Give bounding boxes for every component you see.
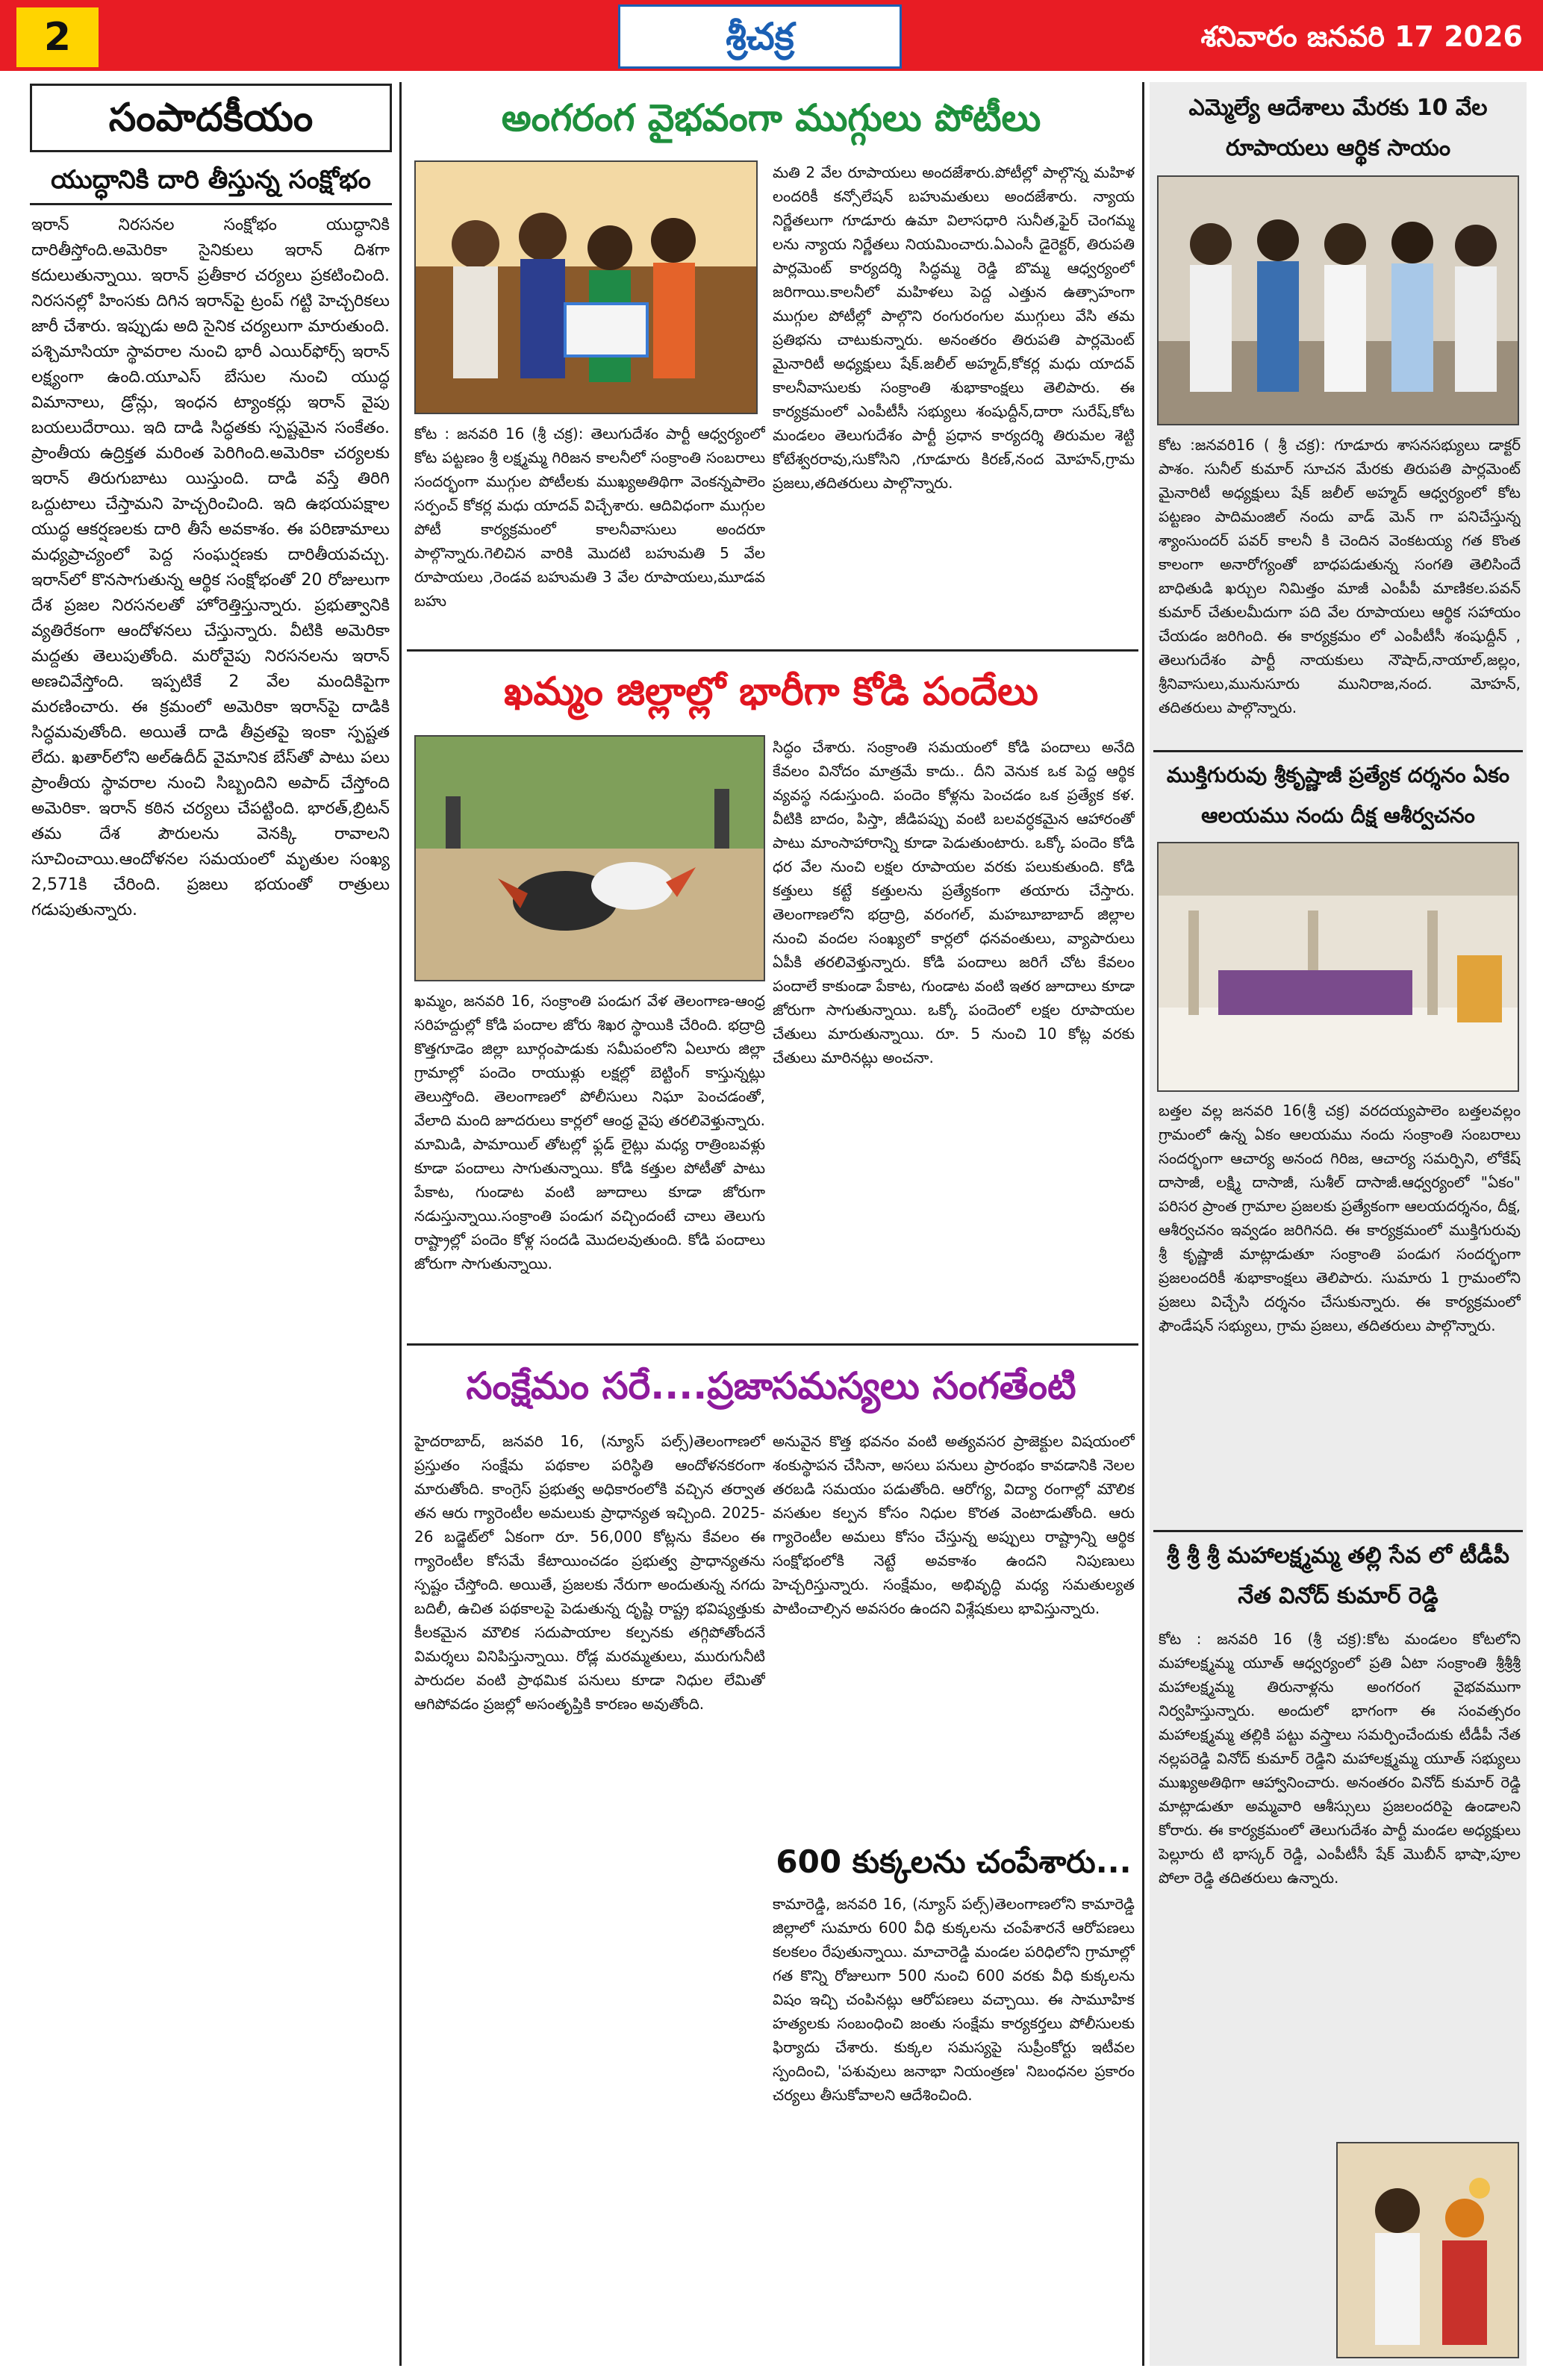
page-number: 2 [16, 7, 99, 67]
issue-date: శనివారం జనవరి 17 2026 [1200, 20, 1523, 53]
dogs-headline: 600 కుక్కలను చంపేశారు... [776, 1843, 1132, 1880]
sidebar-story2-headline: ముక్తిగురువు శ్రీకృష్ణాజీ ప్రత్యేక దర్శనం ఏకం ఆలయము నందు దీక్ష ఆశీర్వచనం [1166, 763, 1510, 828]
aid-photo-illustration [1159, 177, 1519, 425]
section-divider [407, 649, 1138, 652]
sankshemam-body-right: అనువైన కొత్త భవనం వంటి అత్యవసర ప్రాజెక్టుల విషయంలో శంకుస్థాపన చేసినా, అసలు పనులు ప్రారంభం కావడానికి నెలల తరబడి సమయం పడుతోంది. ఆరోగ్య, విద్యా రంగాల్లో మౌలిక వసతుల కల్పన కోసం నిధుల కొరత వెంటాడుతోంది. ఆరు గ్యారెంటీల అమలు కోసం చేస్తున్న అప్పులు రాష్ట్రాన్ని ఆర్థిక సంక్షోభంలోకి నెట్టే అవకాశం ఉందని నిపుణులు హెచ్చరిస్తున్నారు. సంక్షేమం, అభివృద్ధి మధ్య సమతుల్యత పాటించాల్సిన అవసరం ఉందని విశ్లేషకులు భావిస్తున్నారు. [773, 1432, 1135, 1617]
kodi-photo [414, 735, 765, 981]
dogs-body: కామారెడ్డి, జనవరి 16, (న్యూస్ పల్స్)తెలంగాణలోని కామారెడ్డి జిల్లాలో సుమారు 600 వీధి కుక్కలను చంపేశారనే ఆరోపణలు కలకలం రేపుతున్నాయి. మాచారెడ్డి మండల పరిధిలోని గ్రామాల్లో గత కొన్ని రోజులుగా 500 నుంచి 600 వరకు వీధి కుక్కలను విషం ఇచ్చి చంపినట్లు ఆరోపణలు వచ్చాయి. ఈ సామూహిక హత్యలకు సంబంధించి జంతు సంక్షేమ కార్యకర్తలు పోలీసులకు ఫిర్యాదు చేశారు. కుక్కల సమస్యపై సుప్రీంకోర్టు ఇటీవల స్పందించి, 'పశువులు జనాభా నియంత్రణ' నిబంధనల ప్రకారం చర్యలు తీసుకోవాలని ఆదేశించింది. [773, 1895, 1135, 2104]
muggulu-headline: అంగరంగ వైభవంగా ముగ్గులు పోటీలు [501, 96, 1041, 140]
sidebar-story3-headline: శ్రీ శ్రీ శ్రీ మహాలక్ష్మమ్మ తల్లి సేవ లో టీడీపీ నేత వినోద్ కుమార్ రెడ్డి [1167, 1543, 1509, 1609]
kodi-photo-illustration [416, 737, 765, 981]
section-divider [1153, 750, 1523, 752]
sidebar-story3-body: కోట : జనవరి 16 (శ్రీ చక్ర):కోట మండలం కోటలోని మహాలక్ష్మమ్మ యూత్ ఆధ్వర్యంలో ప్రతి ఏటా సంక్రాంతి శ్రీశ్రీశ్రీ మహాలక్ష్మమ్మ తిరునాళ్లను అంగరంగ వైభవముగా నిర్వహిస్తున్నారు. అందులో భాగంగా ఈ సంవత్సరం మహాలక్ష్మమ్మ తల్లికి పట్టు వస్త్రాలు సమర్పించేందుకు టీడీపీ నేత నల్లపరెడ్డి వినోద్ కుమార్ రెడ్డిని మహాలక్ష్మమ్మ యూత్ సభ్యులు ముఖ్యఅతిథిగా ఆహ్వానించారు. అనంతరం వినోద్ కుమార్ రెడ్డి మాట్లాడుతూ అమ్మవారి ఆశీస్సులు ప్రజలందరిపై ఉండాలని కోరారు. ఈ కార్యక్రమంలో తెలుగుదేశం పార్టీ మండల అధ్యక్షులు పెల్లూరు టి భాస్కర్ రెడ్డి, ఎంపీటీసీ షేక్ మొబీన్ భాషా,పూల పోలా రెడ్డి తదితరులు ఉన్నారు. [1159, 1630, 1521, 1887]
temple-photo [1157, 842, 1519, 1092]
muggulu-body-right: మతి 2 వేల రూపాయలు అందజేశారు.పోటీల్లో పాల్గొన్న మహిళ లందరికీ కన్సోలేషన్ బహుమతులు అందజేశారు. న్యాయ నిర్ణేతలుగా గూడూరు ఉమా విలాసధారి సునీత,ఫైర్ చెంగమ్మ లను న్యాయ నిర్ణేతలు నియమించారు.ఏఎంసీ డైరెక్టర్, తిరుపతి పార్లమెంట్ కార్యదర్శి సిద్ధమ్మ రెడ్డి బొమ్మ ఆధ్వర్యంలో జరిగాయి.కాలనీలో మహిళలు పెద్ద ఎత్తున ఉత్సాహంగా ముగ్గుల పోటీల్లో పాల్గొని రంగురంగుల ముగ్గులు వేసి తమ ప్రతిభను చాటుకున్నారు. అనంతరం తిరుపతి పార్లమెంట్ మైనారిటీ అధ్యక్షులు షేక్.జలీల్ అహ్మద్,కోకర్ల మధు యాదవ్ కాలనీవాసులకు సంక్రాంతి శుభాకాంక్షలు తెలిపారు. ఈ కార్యక్రమంలో ఎంపీటీసీ సభ్యులు శంషుద్దీన్,దారా సురేష్,కోట మండలం తెలుగుదేశం పార్టీ ప్రధాన కార్యదర్శి తిరుమల శెట్టి కోటేశ్వరరావు,సుకోసిని ,గూడూరు కిరణ్,నంద మోహన్,గ్రామ ప్రజలు,తదితరులు పాల్గొన్నారు. [773, 163, 1135, 492]
muggulu-photo [414, 160, 758, 414]
column-divider [399, 82, 402, 2366]
sankshemam-body-left: హైదరాబాద్, జనవరి 16, (న్యూస్ పల్స్)తెలంగాణలో ప్రస్తుతం సంక్షేమ పథకాల పరిస్థితి ఆందోళనకరంగా మారుతోంది. కాంగ్రెస్ ప్రభుత్వ అధికారంలోకి వచ్చిన తర్వాత తన ఆరు గ్యారెంటీల అమలుకు ప్రాధాన్యత ఇచ్చింది. 2025-26 బడ్జెట్‌లో ఏకంగా రూ. 56,000 కోట్లను కేవలం ఈ గ్యారెంటీల కోసమే కేటాయించడం ప్రభుత్వ ప్రాధాన్యతను స్పష్టం చేస్తోంది. అయితే, ప్రజలకు నేరుగా అందుతున్న నగదు బదిలీ, ఉచిత పథకాలపై పెడుతున్న దృష్టి రాష్ట్ర భవిష్యత్తుకు కీలకమైన మౌలిక సదుపాయాల కల్పనకు తగ్గిపోతోందనే విమర్శలు వినిపిస్తున్నాయి. రోడ్ల మరమ్మతులు, మురుగునీటి పారుదల వంటి ప్రాథమిక పనులు కూడా నిధుల లేమితో ఆగిపోవడం ప్రజల్లో అసంతృప్తికి కారణం అవుతోంది. [414, 1432, 765, 1713]
headline-underline [30, 203, 392, 205]
kodi-body-right: సిద్ధం చేశారు. సంక్రాంతి సమయంలో కోడి పందాలు అనేది కేవలం వినోదం మాత్రమే కాదు.. దీని వెనుక ఒక పెద్ద ఆర్థిక వ్యవస్థ నడుస్తుంది. పందెం కోళ్లను పెంచడం ఒక ప్రత్యేక కళ. వీటికి బాదం, పిస్తా, జీడిపప్పు వంటి బలవర్ధకమైన ఆహారంతో పాటు మాంసాహారాన్ని కూడా పెడుతుంటారు. ఒక్కో పందెం కోడి ధర వేల నుంచి లక్షల రూపాయల వరకు పలుకుతుంది. కోడి కత్తులు కట్టే కత్తులను ప్రత్యేకంగా తయారు చేస్తారు. తెలంగాణలోని భద్రాద్రి, వరంగల్, మహబూబాబాద్ జిల్లాల నుంచి వందల సంఖ్యలో కార్లలో ధనవంతులు, వ్యాపారులు ఏపీకి తరలివెళ్తున్నారు. కోడి పందాలు జరిగే చోట కేవలం పందాలే కాకుండా పేకాట, గుండాట వంటి ఇతర జూదాలు కూడా జోరుగా సాగుతున్నాయి. ఒక్కో పందెంలో లక్షల రూపాయల చేతులు మారుతున్నాయి. రూ. 5 నుంచి 10 కోట్ల వరకు చేతులు మారినట్లు అంచనా. [773, 738, 1135, 1066]
devotee-photo [1336, 2142, 1519, 2358]
editorial-section-title: సంపాదకీయం [30, 84, 392, 152]
section-divider [1153, 1530, 1523, 1532]
kodi-body-left: ఖమ్మం, జనవరి 16, సంక్రాంతి పండుగ వేళ తెలంగాణ-ఆంధ్ర సరిహద్దుల్లో కోడి పందాల జోరు శిఖర స్థాయికి చేరింది. భద్రాద్రి కొత్తగూడెం జిల్లా బూర్గంపాడుకు సమీపంలోని ఏలూరు జిల్లా గ్రామాల్లో పందెం రాయుళ్లు లక్షల్లో బెట్టింగ్ కాస్తున్నట్లు తెలుస్తోంది. తెలంగాణలో పోలీసులు నిఘా పెంచడంతో, వేలాది మంది జూదరులు కార్లలో ఆంధ్ర వైపు తరలివెళ్తున్నారు. మామిడి, పామాయిల్ తోటల్లో ఫ్లడ్ లైట్లు మధ్య రాత్రింబవళ్లు కూడా పందాలు సాగుతున్నాయి. కోడి కత్తుల పోటీతో పాటు పేకాట, గుండాట వంటి జూదాలు కూడా జోరుగా నడుస్తున్నాయి.సంక్రాంతి పండుగ వచ్చిందంటే చాలు తెలుగు రాష్ట్రాల్లో పందెం కోళ్ల సందడి మొదలవుతుంది. కోడి పందాలు జోరుగా సాగుతున్నాయి. [414, 992, 765, 1272]
kodi-headline: ఖమ్మం జిల్లాల్లో భారీగా కోడి పందేలు [504, 669, 1038, 714]
aid-photo [1157, 175, 1519, 425]
muggulu-photo-illustration [416, 162, 758, 414]
devotee-photo-illustration [1338, 2143, 1519, 2358]
newspaper-logo: శ్రీచక్ర [618, 4, 902, 69]
editorial-body: ఇరాన్ నిరసనల సంక్షోభం యుద్ధానికి దారితీస్తోంది.అమెరికా సైనికులు ఇరాన్ దిశగా కదులుతున్నాయి. ఇరాన్ ప్రతీకార చర్యలు ప్రకటించింది. నిరసనల్లో హింసకు దిగిన ఇరాన్‌పై ట్రంప్ గట్టి హెచ్చరికలు జారీ చేశారు. ఇప్పుడు అది సైనిక చర్యలుగా మారుతుంది. పశ్చిమాసియా స్థావరాల నుంచి భారీ ఎయిర్‌ఫోర్స్ ఇరాన్ లక్ష్యంగా ఉంది.యూఎస్ బేసుల నుంచి యుద్ధ విమానాలు, డ్రోన్లు, ఇంధన ట్యాంకర్లు ఇరాన్ వైపు బయలుదేరాయి. ఇది దాడి సిద్ధతకు స్పష్టమైన సంకేతం. ప్రాంతీయ ఉద్రిక్తత మరింత పెరిగింది.అమెరికా చర్యలకు ఇరాన్ తిరుగుబాటు యిస్తుంది. దాడి వస్తే తిరిగి ఒద్దుటాలు చేస్తామని హెచ్చరించింది. ఇది ఉభయపక్షాల యుద్ధ ఆకర్షణలకు దారి తీసే అవకాశం. ఈ పరిణామాలు మధ్యప్రాచ్యంలో పెద్ద సంఘర్షణకు దారితీయవచ్చు. ఇరాన్‌లో కొనసాగుతున్న ఆర్థిక సంక్షోభంతో 20 రోజులుగా దేశ ప్రజల నిరసనలతో హోరెత్తిస్తున్నారు. ప్రభుత్వానికి వ్యతిరేకంగా ఆందోళనలు చేస్తున్నారు. వీటికి అమెరికా మద్దతు తెలుపుతోంది. మరోవైపు నిరసనలను ఇరాన్ అణచివేస్తోంది. ఇప్పటికే 2 వేల మందికిపైగా మరణించారు. ఈ క్రమంలో అమెరికా ఇరాన్‌పై దాడికి సిద్ధమవుతోంది. అయితే దాడి తీవ్రతపై ఇంకా స్పష్టత లేదు. ఖతార్‌లోని అల్‌ఉదీద్ వైమానిక బేస్‌తో పాటు పలు ప్రాంతీయ స్థావరాల నుంచి సిబ్బందిని అపాద్ చేస్తోంది అమెరికా. ఇరాన్ కఠిన చర్యలు చేపట్టింది. భారత్,బ్రిటన్ తమ దేశ పౌరులను వెనక్కి రావాలని సూచించాయి.ఆందోళనల సమయంలో మృతుల సంఖ్య 2,571కి చేరింది. ప్రజలు భయంతో రాత్రులు గడుపుతున్నారు. [31, 216, 390, 919]
section-divider [407, 1343, 1138, 1346]
temple-photo-illustration [1159, 843, 1519, 1092]
sidebar-story1-headline: ఎమ్మెల్యే ఆదేశాలు మేరకు 10 వేల రూపాయలు ఆర్థిక సాయం [1188, 95, 1488, 161]
editorial-headline: యుద్ధానికి దారి తీస్తున్న సంక్షోభం [30, 158, 392, 202]
column-divider [1142, 82, 1144, 2366]
sankshemam-headline: సంక్షేమం సరే....ప్రజాసమస్యలు సంగతేంటి [466, 1364, 1076, 1408]
sidebar-story2-body: బత్తల వల్ల జనవరి 16(శ్రీ చక్ర) వరదయ్యపాలెం బత్తలవల్లం గ్రామంలో ఉన్న ఏకం ఆలయము నందు సంక్రాంతి సంబరాలు సందర్భంగా ఆచార్య అనంద గిరిజ, ఆచార్య సమర్పిని, లోకేష్ దాసాజీ, లక్ష్మి దాసాజీ, సుశీల్ దాసాజీ.ఆధ్వర్యంలో "ఏకం" పరిసర ప్రాంత గ్రామాల ప్రజలకు ప్రత్యేకంగా ఆలయదర్శనం, దీక్ష, ఆశీర్వచనం ఇవ్వడం జరిగినది. ఈ కార్యక్రమంలో ముక్తిగురువు శ్రీ కృష్ణాజీ మాట్లాడుతూ సంక్రాంతి పండుగ సందర్భంగా ప్రజలందరికీ శుభాకాంక్షలు తెలిపారు. సుమారు 1 గ్రామంలోని ప్రజలు విచ్చేసి దర్శనం చేసుకున్నారు. ఈ కార్యక్రమంలో ఫౌండేషన్ సభ్యులు, గ్రామ ప్రజలు, తదితరులు పాల్గొన్నారు. [1159, 1102, 1521, 1334]
muggulu-body-left: కోట : జనవరి 16 (శ్రీ చక్ర): తెలుగుదేశం పార్టీ ఆధ్వర్యంలో కోట పట్టణం శ్రీ లక్ష్మమ్మ గిరిజన కాలనీలో సంక్రాంతి సంబరాలు సందర్భంగా ముగ్గుల పోటీలకు ముఖ్యఅతిథిగా వెంకన్నపాలెం సర్పంచ్ కోకర్ల మధు యాదవ్ విచ్చేశారు. ఆదివిధంగా ముగ్గుల పోటీ కార్యక్రమంలో కాలనీవాసులు అందరూ పాల్గొన్నారు.గెలిచిన వారికి మొదటి బహుమతి 5 వేల రూపాయలు ,రెండవ బహుమతి 3 వేల రూపాయలు,మూడవ బహు [414, 425, 765, 610]
sidebar-story1-body: కోట :జనవరి16 ( శ్రీ చక్ర): గూడూరు శాసనసభ్యులు డాక్టర్ పాశం. సునీల్ కుమార్ సూచన మేరకు తిరుపతి పార్లమెంట్ మైనారిటీ అధ్యక్షులు షేక్ జలీల్ అహ్మద్ ఆధ్వర్యంలో కోట పట్టణం పాదిమంజిల్ నందు వాడ్ మెన్ గా పనిచేస్తున్న శ్యాంసుందర్ పవర్ కాలనీ కి చెందిన వెంకటయ్య గత కొంత కాలంగా అనారోగ్యంతో బాధపడుతున్న సంగతి తెలిసిందే బాధితుడి ఖర్చుల నిమిత్తం మాజీ ఎంపీపీ మాణికల.పవన్ కుమార్ చేతులమీదుగా పది వేల రూపాయలు ఆర్థిక సహాయం చేయడం జరిగింది. ఈ కార్యక్రమం లో ఎంపీటీసీ శంషుద్దీన్ , తెలుగుదేశం పార్టీ నాయకులు నౌషాద్,నాయాల్,జల్లం, శ్రీనివాసులు,మునుసూరు మునిరాజ,నంద. మోహన్, తదితరులు పాల్గొన్నారు. [1159, 436, 1521, 716]
